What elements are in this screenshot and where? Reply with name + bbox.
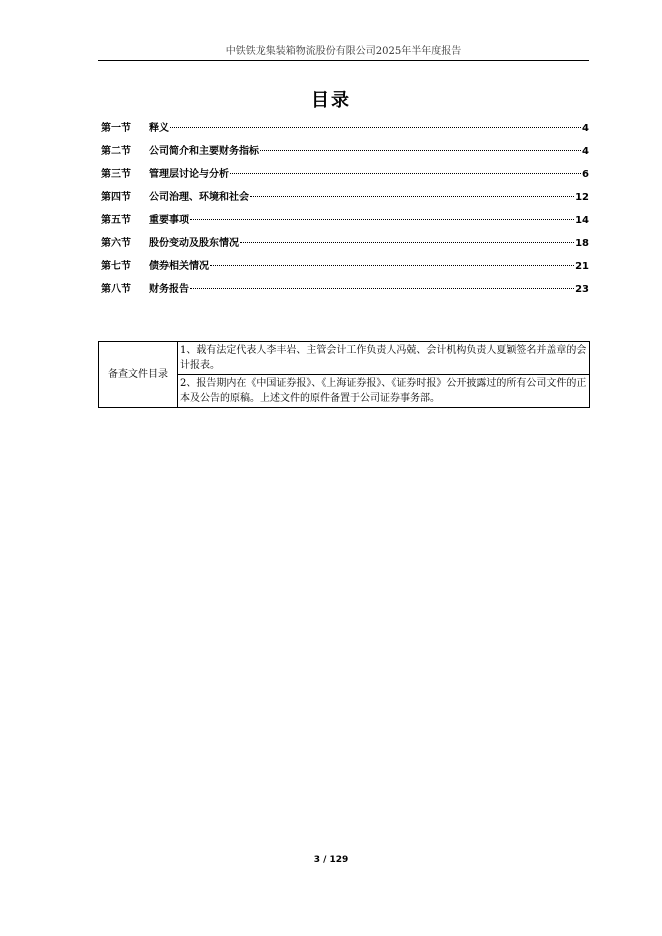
toc-section-title: 债券相关情况 — [149, 261, 209, 272]
toc-section-number: 第六节 — [101, 238, 131, 249]
toc-entry-7[interactable] — [101, 257, 589, 280]
toc-dot-leader — [190, 219, 574, 220]
toc-dot-leader — [170, 127, 581, 128]
toc-page-number: 21 — [575, 261, 589, 272]
toc-page-number: 4 — [582, 146, 589, 157]
toc-dot-leader — [230, 173, 581, 174]
reference-document-item: 1、载有法定代表人李丰岩、主管会计工作负责人冯兢、会计机构负责人夏颖签名并盖章的会计报表。 — [178, 342, 590, 375]
page-title: 目录 — [311, 90, 351, 111]
toc-dot-leader — [250, 196, 574, 197]
toc-section-title: 管理层讨论与分析 — [149, 169, 229, 180]
toc-page-number: 4 — [582, 123, 589, 134]
toc-dot-leader — [260, 150, 581, 151]
reference-documents-table — [98, 341, 590, 408]
toc-section-title: 释义 — [149, 123, 169, 134]
toc-section-title: 公司简介和主要财务指标 — [149, 146, 259, 157]
toc-section-title: 财务报告 — [149, 284, 189, 295]
toc-page-number: 12 — [575, 192, 589, 203]
toc-section-title: 公司治理、环境和社会 — [149, 192, 249, 203]
toc-entry-2[interactable] — [101, 142, 589, 165]
toc-section-number: 第一节 — [101, 123, 131, 134]
table-row — [99, 342, 590, 375]
toc-section-number: 第七节 — [101, 261, 131, 272]
running-header: 中铁铁龙集装箱物流股份有限公司2025年半年度报告 — [225, 46, 462, 57]
toc-entry-5[interactable] — [101, 211, 589, 234]
toc-dot-leader — [210, 265, 574, 266]
toc-section-title: 重要事项 — [149, 215, 189, 226]
toc-entry-4[interactable] — [101, 188, 589, 211]
toc-entry-1[interactable] — [101, 119, 589, 142]
toc-entry-3[interactable] — [101, 165, 589, 188]
toc-page-number: 6 — [582, 169, 589, 180]
toc-entry-6[interactable] — [101, 234, 589, 257]
toc-page-number: 18 — [575, 238, 589, 249]
toc-section-number: 第五节 — [101, 215, 131, 226]
toc-section-number: 第八节 — [101, 284, 131, 295]
reference-document-item: 2、报告期内在《中国证券报》、《上海证券报》、《证券时报》公开披露过的所有公司文件的正本及公告的原稿。上述文件的原件备置于公司证券事务部。 — [178, 375, 590, 408]
toc-dot-leader — [190, 288, 574, 289]
header-divider — [98, 60, 589, 61]
toc-section-title: 股份变动及股东情况 — [149, 238, 239, 249]
table-of-contents — [101, 119, 589, 303]
reference-documents-label: 备查文件目录 — [99, 342, 178, 408]
toc-section-number: 第二节 — [101, 146, 131, 157]
page-number-footer: 3 / 129 — [313, 855, 349, 865]
toc-section-number: 第三节 — [101, 169, 131, 180]
toc-entry-8[interactable] — [101, 280, 589, 303]
toc-section-number: 第四节 — [101, 192, 131, 203]
toc-page-number: 23 — [575, 284, 589, 295]
toc-page-number: 14 — [575, 215, 589, 226]
toc-dot-leader — [240, 242, 574, 243]
